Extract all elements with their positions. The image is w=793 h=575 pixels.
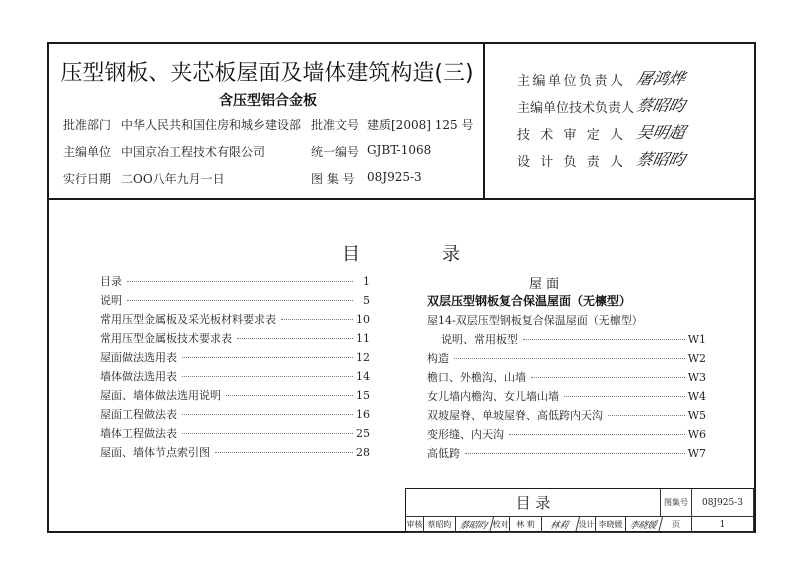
leader-dots bbox=[226, 395, 353, 396]
responsible-label: 主编单位技术负责人 bbox=[517, 101, 635, 116]
leader-dots bbox=[127, 300, 353, 301]
leader-dots bbox=[564, 396, 685, 397]
responsible-row bbox=[517, 96, 687, 116]
toc-entry-label: 目录 bbox=[100, 275, 122, 288]
toc-entry[interactable] bbox=[100, 330, 370, 346]
toc-entry-page: 10 bbox=[356, 313, 370, 326]
toc-entry-page: W4 bbox=[687, 390, 706, 403]
approval-doc-label: 批准文号 bbox=[311, 118, 360, 132]
leader-dots bbox=[182, 376, 353, 377]
section-subheading: 双层压型钢板复合保温屋面（无檩型） bbox=[427, 294, 632, 308]
unified-no-value: GJBT-1068 bbox=[367, 143, 432, 157]
signature: 吴明超 bbox=[634, 123, 687, 142]
toc-entry-label: 常用压型金属板及采光板材料要求表 bbox=[100, 313, 276, 326]
effective-date-value: 二OO八年九月一日 bbox=[121, 172, 225, 186]
responsible-row bbox=[517, 150, 687, 170]
leader-dots bbox=[127, 281, 353, 282]
leader-dots bbox=[215, 452, 353, 453]
toc-entry-page: 1 bbox=[363, 275, 370, 288]
toc-entry[interactable] bbox=[441, 331, 706, 347]
check-name: 林 莉 bbox=[510, 517, 542, 533]
toc-entry[interactable] bbox=[100, 311, 370, 327]
toc-entry-label: 屋面工程做法表 bbox=[100, 408, 177, 421]
cover-header bbox=[49, 44, 754, 200]
toc-entry[interactable] bbox=[100, 425, 370, 441]
approval-dept-label: 批准部门 bbox=[63, 118, 112, 132]
atlas-no-label: 图集号 bbox=[661, 489, 692, 517]
toc-entry-page: W2 bbox=[687, 352, 706, 365]
toc-entry[interactable] bbox=[100, 273, 370, 289]
responsible-label: 设计负责人 bbox=[517, 155, 623, 170]
approval-doc-value: 建质[2008] 125 号 bbox=[367, 118, 474, 132]
atlas-title: 压型钢板、夹芯板屋面及墙体建筑构造(三) bbox=[60, 61, 474, 86]
toc-entry[interactable] bbox=[427, 388, 706, 404]
responsible-row bbox=[517, 123, 687, 143]
design-label: 设计 bbox=[578, 517, 596, 533]
toc-entry-page: W5 bbox=[687, 409, 706, 422]
leader-dots bbox=[509, 434, 685, 435]
toc-entry-page: 16 bbox=[356, 408, 370, 421]
toc-entry[interactable] bbox=[427, 426, 706, 442]
toc-entry[interactable] bbox=[427, 407, 706, 423]
toc-entry[interactable] bbox=[100, 387, 370, 403]
toc-entry-label: 说明、常用板型 bbox=[441, 333, 518, 346]
responsible-label: 主编单位负责人 bbox=[517, 74, 623, 89]
toc-entry-page: 15 bbox=[356, 389, 370, 402]
toc-entry-label: 变形缝、内天沟 bbox=[427, 428, 504, 441]
responsible-row bbox=[517, 69, 687, 89]
toc-entry-label: 檐口、外檐沟、山墙 bbox=[427, 371, 526, 384]
toc-entry[interactable] bbox=[427, 350, 706, 366]
drawing-name: 目 录 bbox=[406, 489, 661, 517]
leader-dots bbox=[281, 319, 353, 320]
toc-entry-label: 墙体做法选用表 bbox=[100, 370, 177, 383]
toc-entry-label: 屋面、墙体做法选用说明 bbox=[100, 389, 221, 402]
toc-entry-label: 构造 bbox=[427, 352, 449, 365]
toc-entry-label: 双坡屋脊、单坡屋脊、高低跨内天沟 bbox=[427, 409, 603, 422]
design-signature: 李晓媛 bbox=[624, 517, 663, 533]
responsible-label: 技术审定人 bbox=[517, 128, 623, 143]
toc-entry-page: 14 bbox=[356, 370, 370, 383]
group-label: 屋14-双层压型钢板复合保温屋面（无檩型） bbox=[427, 314, 643, 327]
leader-dots bbox=[454, 358, 685, 359]
title-block bbox=[405, 488, 754, 533]
editor-unit-label: 主编单位 bbox=[63, 145, 112, 159]
editor-unit-value: 中国京冶工程技术有限公司 bbox=[121, 145, 266, 159]
toc-entry-label: 墙体工程做法表 bbox=[100, 427, 177, 440]
check-signature: 林莉 bbox=[540, 517, 580, 533]
section-heading: 屋 面 bbox=[529, 277, 560, 292]
leader-dots bbox=[531, 377, 685, 378]
effective-date-label: 实行日期 bbox=[63, 172, 112, 186]
page-number: 1 bbox=[692, 517, 754, 533]
toc-entry-label: 高低跨 bbox=[427, 447, 460, 460]
toc-entry-page: W7 bbox=[687, 447, 706, 460]
leader-dots bbox=[182, 433, 353, 434]
toc-title-left: 目 bbox=[342, 244, 360, 265]
toc-entry-page: 25 bbox=[356, 427, 370, 440]
atlas-no-value: 08J925-3 bbox=[692, 489, 754, 517]
design-name: 李晓媛 bbox=[596, 517, 626, 533]
page-label: 页 bbox=[661, 517, 692, 533]
atlas-subtitle: 含压型铝合金板 bbox=[219, 93, 317, 109]
responsibles-panel bbox=[487, 44, 754, 198]
leader-dots bbox=[237, 338, 353, 339]
toc-entry-label: 屋面、墙体节点索引图 bbox=[100, 446, 210, 459]
toc-entry[interactable] bbox=[427, 369, 706, 385]
toc-entry-page: 5 bbox=[363, 294, 370, 307]
toc-entry[interactable] bbox=[427, 445, 706, 461]
toc-entry-page: 28 bbox=[356, 446, 370, 459]
toc-entry-page: 12 bbox=[356, 351, 370, 364]
leader-dots bbox=[182, 357, 353, 358]
toc-entry-label: 说明 bbox=[100, 294, 122, 307]
toc-entry-label: 屋面做法选用表 bbox=[100, 351, 177, 364]
leader-dots bbox=[608, 415, 685, 416]
review-name: 蔡昭昀 bbox=[424, 517, 456, 533]
atlas-no-value: 08J925-3 bbox=[367, 170, 422, 184]
review-signature: 蔡昭昀 bbox=[454, 517, 494, 533]
unified-no-label: 统一编号 bbox=[311, 145, 360, 159]
check-label: 校对 bbox=[492, 517, 510, 533]
signature: 蔡昭昀 bbox=[634, 150, 687, 169]
approval-dept-value: 中华人民共和国住房和城乡建设部 bbox=[121, 118, 302, 132]
drawing-frame bbox=[47, 42, 756, 533]
toc-entry-page: 11 bbox=[356, 332, 370, 345]
toc-entry[interactable] bbox=[100, 292, 370, 308]
signature: 屠鸿烨 bbox=[634, 69, 687, 88]
leader-dots bbox=[182, 414, 353, 415]
toc-entry[interactable] bbox=[100, 406, 370, 422]
toc-entry-label: 常用压型金属板技术要求表 bbox=[100, 332, 232, 345]
toc-entry-page: W3 bbox=[687, 371, 706, 384]
review-label: 审核 bbox=[406, 517, 424, 533]
leader-dots bbox=[465, 453, 685, 454]
toc-entry[interactable] bbox=[100, 349, 370, 365]
toc-entry-label: 女儿墙内檐沟、女儿墙山墙 bbox=[427, 390, 559, 403]
leader-dots bbox=[523, 339, 685, 340]
toc-entry[interactable] bbox=[100, 368, 370, 384]
toc-entry-page: W6 bbox=[687, 428, 706, 441]
atlas-no-label: 图 集 号 bbox=[311, 172, 355, 186]
header-info-panel bbox=[49, 44, 485, 198]
toc-entry-page: W1 bbox=[687, 333, 706, 346]
toc-title-right: 录 bbox=[442, 244, 460, 265]
signature: 蔡昭昀 bbox=[634, 96, 687, 115]
toc-entry[interactable] bbox=[100, 444, 370, 460]
